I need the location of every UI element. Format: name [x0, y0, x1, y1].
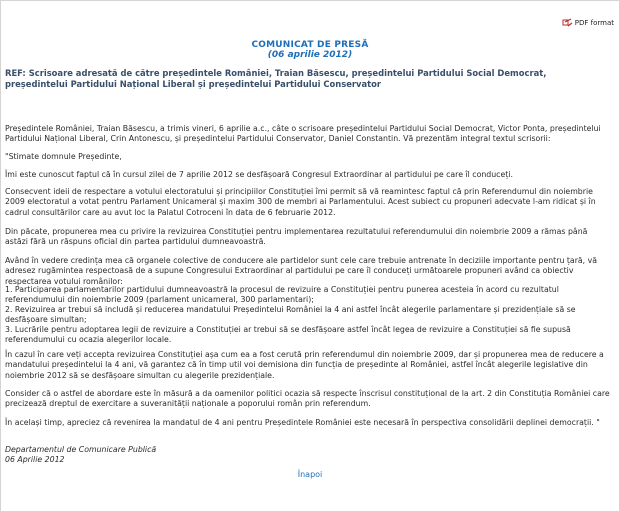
department-name: Departamentul de Comunicare Publică [5, 445, 157, 454]
paragraph-referendum: Consecvent ideii de respectare a votului electoratului și principiilor Constituției îmi permit să vă reamintesc faptul că prin Referendumul din noiembrie 2009 electoratul a votat pentru Parlament Unicameral și maxim 300 de membri ai Parlamentului. Acest subiect cu propuneri adecvate l-am ridicat și în cadrul consultărilor care au avut loc la Palatul Cotroceni în data de 6 februarie 2012. [5, 187, 596, 217]
paragraph-resignation: În cazul în care veți accepta revizuirea Constituției așa cum ea a fost cerută prin referendumul din noiembrie 2009, dar și propunerea mea de reducere a mandatului președintelui la 4 ani, vă garantez că în timp util voi demisiona din funcția de președinte al României, astfel încât alegerile legislative din noiembrie 2012 să se desfășoare simultan cu alegerile prezidențiale. [5, 350, 604, 380]
paragraph-sovereignty: Consider că o astfel de abordare este în măsură a da oamenilor politici ocazia să respecte înscrisul constituțional de la art. 2 din Constituția României care precizează dreptul de exercitare a suveranității naționale a poporului român prin referendum. [5, 389, 610, 409]
paragraph-congress: Îmi este cunoscut faptul că în cursul zilei de 7 aprilie 2012 se desfășoară Congresul Extraordinar al partidului pe care îl conduceți. [5, 170, 513, 179]
pdf-format-link[interactable] [562, 18, 614, 27]
list-item-2: 2. Revizuirea ar trebui să includă și reducerea mandatului Președintelui României la 4 ani astfel încât alegerile parlamentare și prezidențiale să se desfășoare simultan; [5, 305, 576, 325]
paragraph-no-answer: Din păcate, propunerea mea cu privire la revizuirea Constituției pentru implementarea rezultatului referendumului din noiembrie 2009 a rămas până astăzi fără un răspuns oficial din partea partidului dumneavoastră. [5, 227, 588, 247]
pdf-icon [562, 18, 573, 27]
back-link[interactable]: Înapoi [297, 470, 323, 479]
press-release-date: (06 aprilie 2012) [267, 50, 353, 60]
signature-block [5, 445, 156, 466]
paragraph-salutation: "Stimate domnule Președinte, [5, 152, 122, 161]
press-release-title: COMUNICAT DE PRESĂ [251, 40, 369, 50]
reference-line: REF: Scrisoare adresată de către președintele României, Traian Băsescu, președintelui Partidului Social Democrat, președintelui Partidului Național Liberal și președintelui Partidului Conservator [5, 68, 547, 89]
list-item-3: 3. Lucrările pentru adoptarea legii de revizuire a Constituției ar trebui să se desfășoare astfel încât legea de revizuire a Constituției să fie supusă referendumului cu ocazia alegerilor locale. [5, 325, 571, 345]
list-item-1: 1. Participarea parlamentarilor partidului dumneavoastră la procesul de revizuire a Constituției pentru punerea acesteia în acord cu rezultatul referendumului din noiembrie 2009 (parlament unicameral, 300 parlamentari); [5, 285, 559, 305]
pdf-format-label: PDF format [574, 18, 614, 27]
paragraph-request: Având în vedere credința mea că organele colective de conducere ale partidelor sunt cele care trebuie antrenate în deciziile importante pentru țară, vă adresez rugămintea respectoasă de a supune Congresului Extraordinar al partidului pe care îl conduceți următoarele propuneri având ca obiectiv respectarea votului românilor: [5, 256, 598, 286]
paragraph-conclusion: În același timp, apreciez că revenirea la mandatul de 4 ani pentru Președintele României este necesară în perspectiva consolidării deplinei democrații. " [5, 418, 600, 427]
paragraph-intro: Președintele României, Traian Băsescu, a trimis vineri, 6 aprilie a.c., câte o scrisoare președintelui Partidului Social Democrat, Victor Ponta, președintelui Partidului Național Liberal, Crin Antonescu, și președintelui Partidului Conservator, Daniel Constantin. Vă prezentăm integral textul scrisorii: [5, 124, 601, 144]
signature-date: 06 Aprilie 2012 [5, 455, 65, 465]
